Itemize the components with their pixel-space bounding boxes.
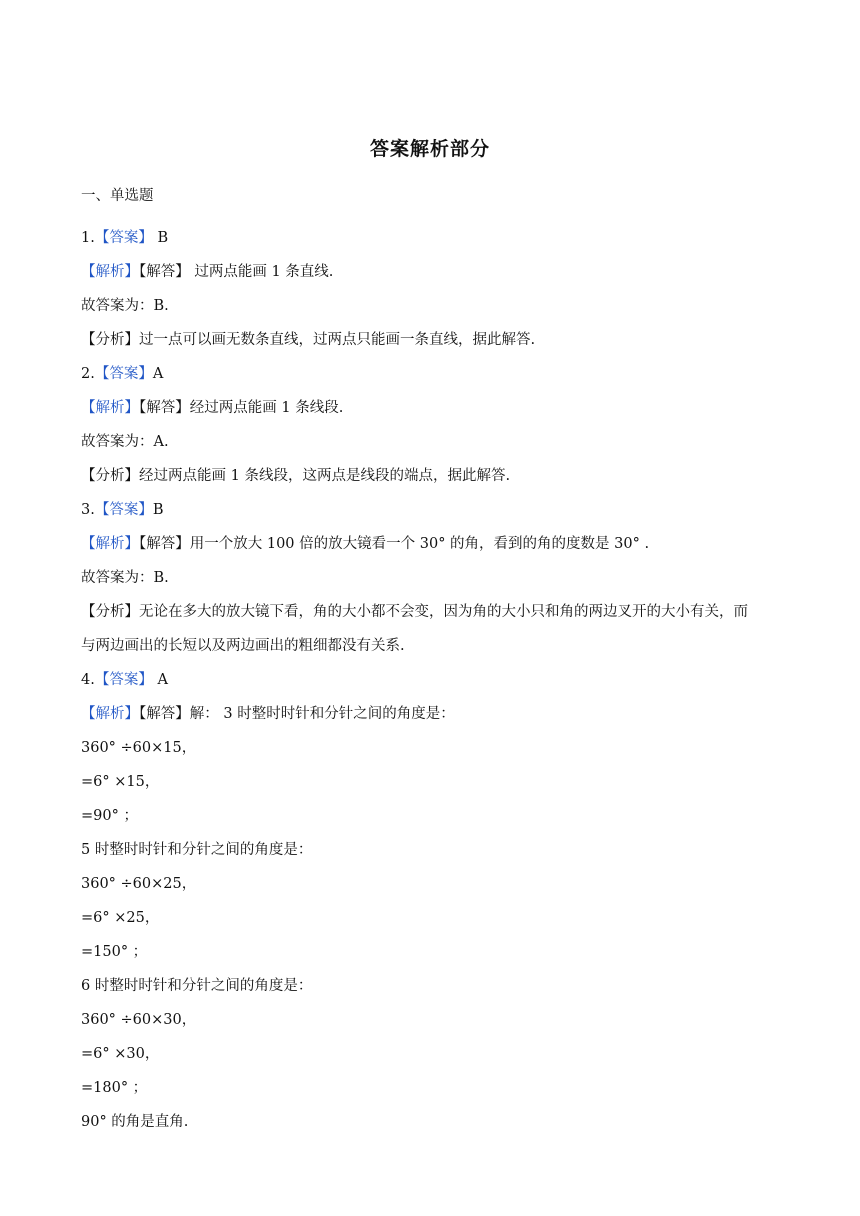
q3-reason-line2: 与两边画出的长短以及两边画出的粗细都没有关系.	[81, 638, 405, 654]
q1-reason: 【分析】过一点可以画无数条直线，过两点只能画一条直线，据此解答.	[81, 332, 536, 348]
q4-answer: A	[152, 672, 168, 688]
q4-calc-line: 6 时整时时针和分针之间的角度是：	[81, 978, 313, 994]
q2-number: 2.	[81, 366, 95, 382]
q3-reason-line1: 【分析】无论在多大的放大镜下看，角的大小都不会变，因为角的大小只和角的两边叉开的大小有关，而	[81, 604, 748, 620]
q1-answer: B	[152, 230, 169, 246]
q3-solve: 【解答】用一个放大 100 倍的放大镜看一个 30° 的角，看到的角的度数是 30° .	[139, 536, 650, 552]
section-heading: 一、单选题	[81, 188, 154, 204]
q1-conclusion: 故答案为：B.	[81, 298, 169, 314]
q4-number: 4.	[81, 672, 95, 688]
q1-answer-tag: 【答案】	[94, 230, 153, 246]
q2-analysis-tag: 【解析】	[81, 400, 139, 416]
q4-calc-line: 5 时整时时针和分针之间的角度是：	[81, 842, 313, 858]
q1-number: 1.	[81, 230, 95, 246]
q4-calc-line: =90° ；	[81, 808, 138, 824]
q4-analysis-tag: 【解析】	[81, 706, 139, 722]
q1-analysis-tag: 【解析】	[81, 264, 139, 280]
q3-number: 3.	[81, 502, 95, 518]
q4-calc-line: =6° ×30，	[81, 1046, 160, 1062]
q1-answer-line	[81, 228, 784, 248]
q3-answer-line	[81, 500, 784, 520]
q3-answer-tag: 【答案】	[94, 502, 153, 518]
q2-answer-tag: 【答案】	[94, 366, 153, 382]
q2-conclusion: 故答案为：A.	[81, 434, 169, 450]
q3-conclusion: 故答案为：B.	[81, 570, 169, 586]
q1-analysis-line	[81, 262, 784, 282]
q4-calc-line: =6° ×25，	[81, 910, 160, 926]
q2-reason: 【分析】经过两点能画 1 条线段，这两点是线段的端点，据此解答.	[81, 468, 511, 484]
q4-calc-line: =180° ；	[81, 1080, 148, 1096]
q4-calc-line: =150° ；	[81, 944, 148, 960]
q3-analysis-line	[81, 534, 784, 554]
q4-answer-tag: 【答案】	[94, 672, 153, 688]
q3-analysis-tag: 【解析】	[81, 536, 139, 552]
q2-answer: A	[152, 366, 164, 382]
q4-calc-line: =6° ×15，	[81, 774, 160, 790]
q2-answer-line	[81, 364, 784, 384]
q4-calc-line: 360° ÷60×30，	[81, 1012, 197, 1028]
page-title: 答案解析部分	[369, 138, 490, 160]
q2-analysis-line	[81, 398, 784, 418]
q4-calc-line: 360° ÷60×15，	[81, 740, 197, 756]
q4-analysis-line	[81, 704, 784, 724]
q4-calc-line: 360° ÷60×25，	[81, 876, 197, 892]
q4-calc-line: 90° 的角是直角.	[81, 1114, 189, 1130]
q2-solve: 【解答】经过两点能画 1 条线段.	[139, 400, 344, 416]
q1-solve: 【解答】 过两点能画 1 条直线.	[139, 264, 334, 280]
q3-answer: B	[152, 502, 164, 518]
q4-answer-line	[81, 670, 784, 690]
q4-solve: 【解答】解： 3 时整时时针和分针之间的角度是：	[139, 706, 455, 722]
